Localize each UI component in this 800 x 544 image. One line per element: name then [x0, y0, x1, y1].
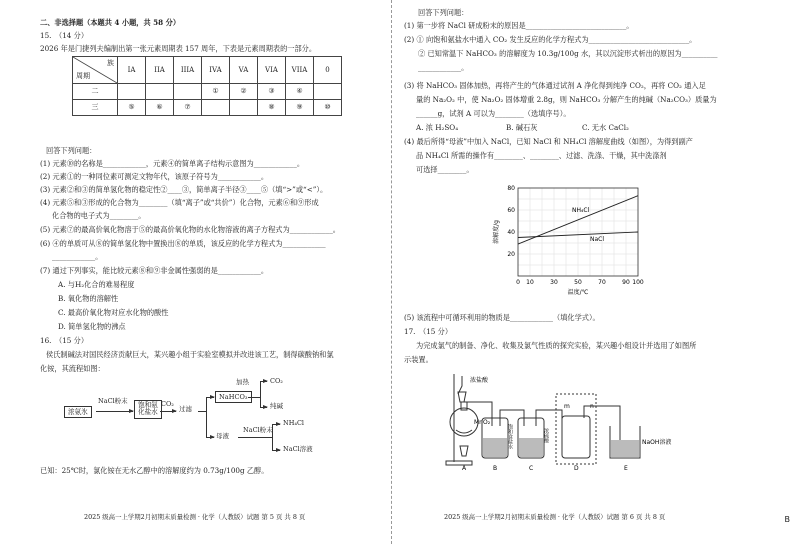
label-conc-hcl: 浓盐酸	[470, 377, 489, 384]
table-cell: ⑦	[174, 100, 202, 116]
flow-line	[260, 381, 261, 407]
q17-intro-b: 示装置。	[404, 355, 433, 364]
table-header: IA	[118, 57, 146, 84]
table-cell	[174, 84, 202, 100]
flow-product-nh4cl: NH₄Cl	[283, 419, 305, 427]
table-cell: ⑤	[118, 100, 146, 116]
option-a: A. 与H₂化合的难易程度	[58, 280, 135, 289]
alcohol-lamp	[460, 446, 468, 456]
flow-arrow	[160, 411, 176, 412]
table-cell: ⑥	[146, 100, 174, 116]
y-tick-label: 40	[507, 229, 515, 236]
q16-part2b: ② 已知常温下 NaHCO₃ 的溶解度为 10.3g/100g 水，其以沉淀形式析出的原因为__________	[418, 49, 718, 58]
table-header: IIIA	[174, 57, 202, 84]
label-m: m	[564, 403, 570, 410]
page-footer-left: 2025 级高一上学期2月初期末质量检测 · 化学（人教版）试题 第 5 页 共 8 页	[84, 513, 306, 521]
stand-base	[446, 461, 472, 465]
flow-box-start: 浓氨氷	[64, 406, 92, 418]
table-header: IVA	[202, 57, 230, 84]
flow-label-co2: CO₂	[161, 400, 174, 408]
y-axis-label: 溶解度/g	[493, 220, 500, 244]
label-mno2: MnO₂	[474, 419, 491, 426]
flow-line	[238, 437, 272, 438]
liquid-b	[483, 438, 507, 457]
table-cell	[146, 84, 174, 100]
series-label: NH₄Cl	[572, 207, 590, 215]
table-header: VIA	[258, 57, 286, 84]
q16-part4b: 品 NH₄Cl 所需的操作有________、________、过滤、洗涤、干燥，其中洗涤剂	[416, 151, 667, 160]
section-title: 二、非选择题（本题共 4 小题，共 58 分）	[40, 18, 181, 27]
flow-product-soda: 纯碱	[270, 402, 283, 410]
q15-part6a: (6) ④的单质可从⑧的简单氢化物中置换出⑧的单质，该反应的化学方程式为____________	[40, 239, 326, 248]
label-naoh: NaOH溶液	[642, 439, 672, 446]
q15-part5: (5) 元素⑦的最高价氧化物溶于⑤的最高价氧化物的水化物溶液的离子方程式为____________。	[40, 225, 340, 234]
flow-label-nacl: NaCl粉末	[98, 397, 128, 405]
apparatus-diagram	[444, 366, 684, 472]
table-corner: 族 周期	[73, 57, 118, 84]
page-mark: B	[784, 515, 790, 524]
q16-part3c: ______g，试剂 A 可以为________（选填序号）。	[416, 109, 571, 118]
flow-line	[248, 397, 260, 398]
flow-label-filter: 过滤	[179, 405, 192, 413]
q3-option-a: A. 浓 H₂SO₄	[416, 123, 459, 132]
funnel-bulb	[458, 392, 466, 402]
x-tick-label: 100	[632, 279, 644, 286]
label-a: A	[462, 465, 467, 472]
tube	[584, 406, 620, 440]
liquid-c	[519, 438, 543, 457]
label-e: E	[624, 465, 628, 472]
flow-product-co2: CO₂	[270, 377, 283, 385]
table-cell: ④	[286, 84, 314, 100]
x-tick-label: 50	[574, 279, 582, 286]
flow-line	[206, 397, 207, 437]
series-label: NaCl	[590, 235, 605, 243]
q15-number: 15. （14 分）	[40, 31, 89, 40]
label-conc-h2so4: 浓硫酸	[543, 428, 549, 443]
q16-part4c: 可选择________。	[416, 165, 474, 174]
q17-number: 17. （15 分）	[404, 327, 453, 336]
q16-part4a: (4) 最后所得“母液”中加入 NaCl，已知 NaCl 和 NH₄Cl 溶解度曲线（如图），为得到副产	[404, 137, 693, 146]
table-cell: ②	[230, 84, 258, 100]
q16-intro-a: 侯氏制碱法对国民经济贡献巨大，某兴趣小组于实验室模拟并改进该工艺，制得碳酸钠和氯	[46, 350, 334, 359]
q15-intro: 2026 年是门捷列夫编制出第一张元素周期表 157 周年，下表是元素周期表的一部分。	[40, 44, 317, 53]
flow-arrow	[206, 397, 214, 398]
q17-intro-a: 为完成氯气的制备、净化、收集及氯气性质的探究实验，某兴趣小组设计并选用了如图所	[416, 341, 697, 350]
option-c: C. 最高价氧化物对应水化物的酸性	[58, 308, 169, 317]
flow-arrow	[96, 411, 133, 412]
flow-arrow	[260, 407, 267, 408]
q15-part3: (3) 元素②和③的简单氢化物的稳定性②____③，简单离子半径③____⑤（填“>”或“<”）。	[40, 185, 328, 194]
flow-box-brine: 饱和氨 化盐水	[134, 400, 162, 419]
y-tick-label: 20	[507, 251, 515, 258]
funnel	[458, 376, 462, 394]
table-cell: ⑧	[258, 100, 286, 116]
table-cell: ①	[202, 84, 230, 100]
known-info: 已知：25℃时，氯化铵在无水乙醇中的溶解度约为 0.73g/100g 乙醇。	[40, 466, 269, 475]
row-label: 三	[73, 100, 118, 116]
label-d: D	[574, 465, 579, 472]
flow-line	[272, 424, 273, 450]
x-tick-label: 0	[516, 279, 520, 286]
y-tick-label: 60	[507, 207, 515, 214]
flask-content	[456, 430, 472, 433]
label-b: B	[493, 465, 498, 472]
flow-box-nahco3: NaHCO₃	[215, 391, 252, 403]
q15-part7: (7) 通过下列事实，能比较元素⑧和⑨非金属性强弱的是____________。	[40, 266, 269, 275]
q16-part3a: (3) 将 NaHCO₃ 固体加热，再将产生的气体通过试剂 A 净化得到纯净 CO₂，再将 CO₂ 通入足	[404, 81, 706, 90]
q16-part5: (5) 该流程中可循环利用的物质是____________（填化学式）。	[404, 313, 600, 322]
q16-part1: (1) 第一步将 NaCl 研成粉末的原因是____________________________。	[404, 21, 634, 30]
q3-option-c: C. 无水 CaCl₂	[582, 123, 629, 132]
label-c: C	[529, 465, 534, 472]
label-sat-nacl: 饱和食盐水	[507, 424, 513, 449]
table-row	[73, 57, 342, 84]
table-cell: ⑩	[314, 100, 342, 116]
x-tick-label: 90	[622, 279, 630, 286]
flask-neck	[461, 402, 467, 410]
flow-product-nacl-solution: NaCl溶液	[283, 445, 313, 453]
table-row	[73, 84, 342, 100]
flow-line	[198, 411, 206, 412]
table-cell	[202, 100, 230, 116]
flow-label-mother: 母液	[216, 432, 229, 440]
x-tick-label: 10	[526, 279, 534, 286]
q15-part4b: 化合物的电子式为________。	[52, 211, 146, 220]
q16-intro-b: 化铵，其流程如图：	[40, 364, 105, 373]
q15-prompt: 回答下列问题：	[46, 146, 97, 155]
q15-part2: (2) 元素①的一种同位素可测定文物年代，该原子符号为____________。	[40, 172, 269, 181]
q16-part2a: (2) ① 向饱和氨盐水中通入 CO₂ 发生反应的化学方程式为____________________________。	[404, 35, 697, 44]
periodic-table	[72, 56, 342, 116]
table-cell	[230, 100, 258, 116]
flow-arrow	[206, 437, 214, 438]
x-tick-label: 30	[550, 279, 558, 286]
table-row	[73, 100, 342, 116]
option-b: B. 氧化物的溶解性	[58, 294, 119, 303]
flow-arrow	[272, 424, 280, 425]
flow-label-heat: 加热	[236, 378, 249, 386]
q15-part4a: (4) 元素⑤和③形成的化合物为________（填“离子”或“共价”）化合物，元素⑥和⑨形成	[40, 198, 319, 207]
solubility-chart	[490, 180, 650, 306]
q16-number: 16. （15 分）	[40, 336, 89, 345]
table-cell: ③	[258, 84, 286, 100]
table-header: VA	[230, 57, 258, 84]
table-cell: ⑨	[286, 100, 314, 116]
table-header: IIA	[146, 57, 174, 84]
option-d: D. 简单氢化物的沸点	[58, 322, 126, 331]
table-header: VIIA	[286, 57, 314, 84]
q16-part3b: 量的 Na₂O₂ 中，使 Na₂O₂ 固体增重 2.8g，则 NaHCO₃ 分解产生的纯碱（Na₂CO₃）质量为	[416, 95, 717, 104]
flow-label-nacl2: NaCl粉末	[243, 426, 273, 434]
q15-part1: (1) 元素⑩的名称是____________，元素④的简单离子结构示意图为____________。	[40, 159, 305, 168]
flow-arrow	[272, 450, 280, 451]
bottle-d	[562, 416, 590, 458]
label-n: n	[590, 403, 594, 410]
table-cell	[118, 84, 146, 100]
page-footer-right: 2025 级高一上学期2月初期末质量检测 · 化学（人教版）试题 第 6 页 共 8 页	[444, 513, 666, 521]
table-header: 0	[314, 57, 342, 84]
x-axis-label: 温度/℃	[567, 289, 589, 296]
prompt: 回答下列问题：	[418, 8, 469, 17]
q15-part6b: ____________。	[52, 252, 103, 261]
table-cell	[314, 84, 342, 100]
liquid-e	[611, 440, 639, 457]
row-label: 二	[73, 84, 118, 100]
q3-option-b: B. 碱石灰	[506, 123, 538, 132]
x-tick-label: 70	[598, 279, 606, 286]
flow-arrow	[260, 381, 267, 382]
q16-part2c: ____________。	[418, 63, 469, 72]
page-divider	[391, 0, 392, 544]
y-tick-label: 80	[507, 185, 515, 192]
